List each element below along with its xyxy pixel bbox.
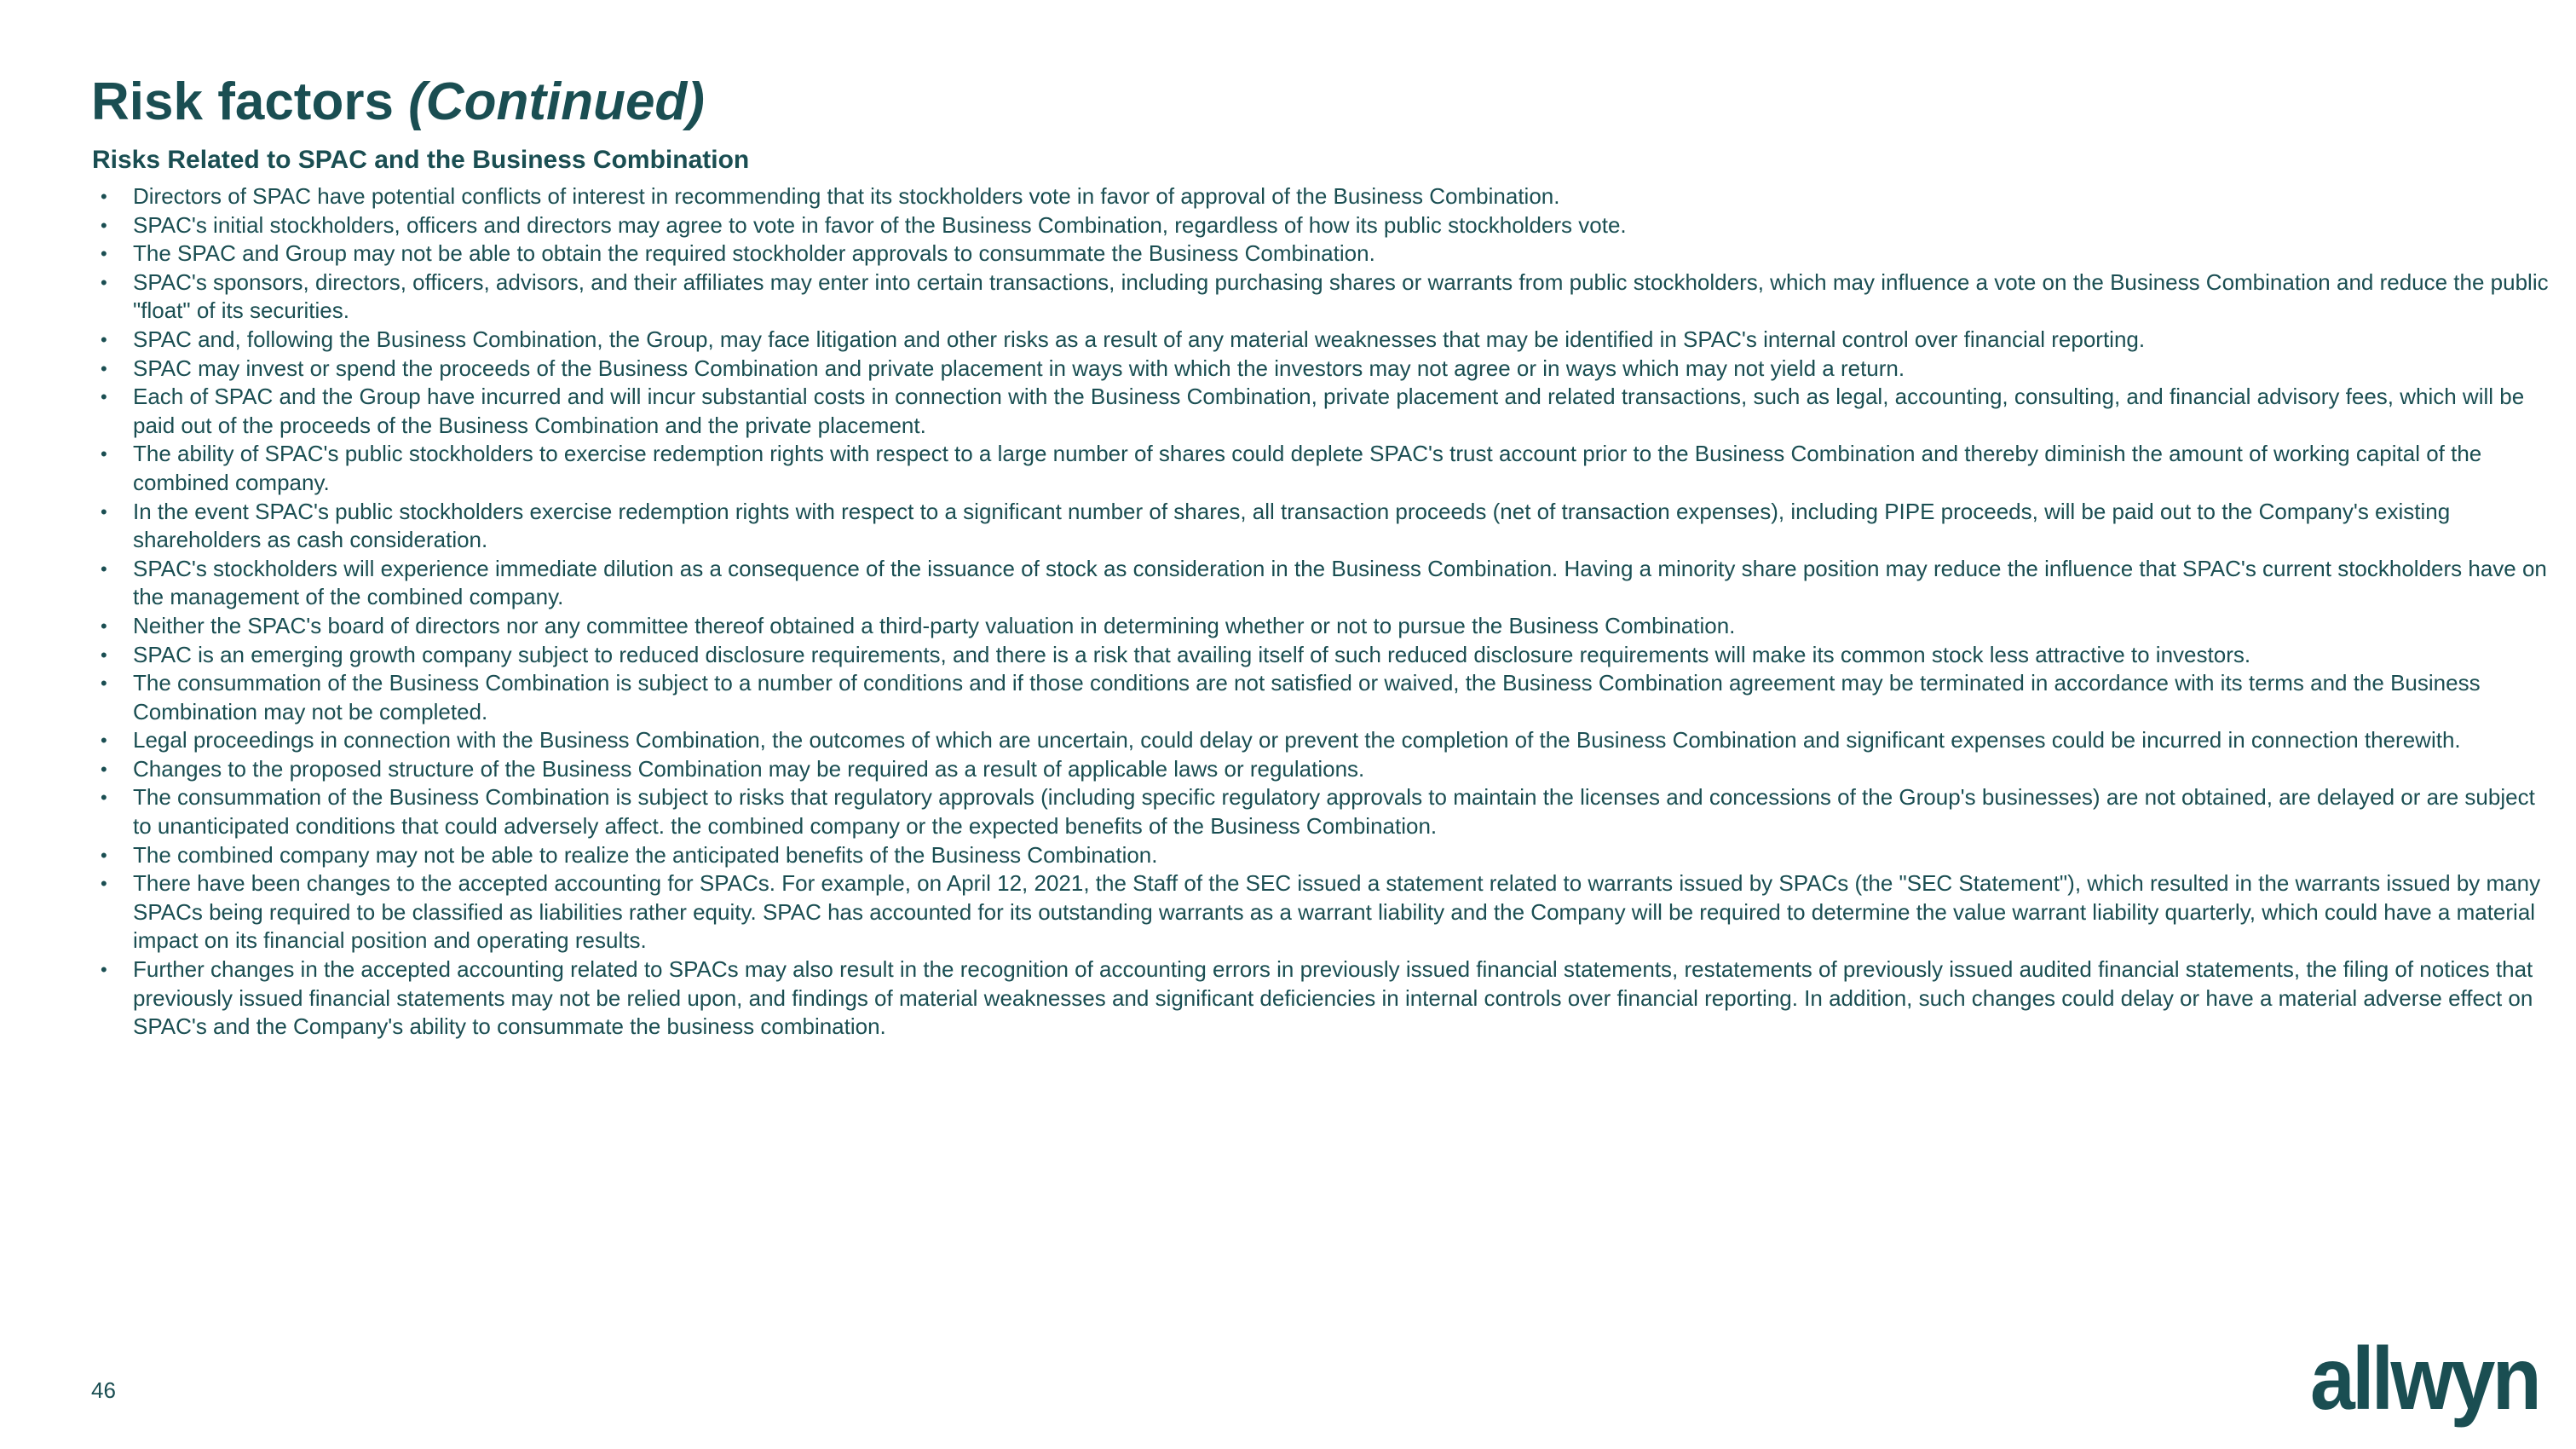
risk-text: Each of SPAC and the Group have incurred and will incur substantial costs in connection with the Business Combination, private placement and related transactions, such as legal, accounting, consulting, and financial advisory fees, which will be paid out of the proceeds of the Business Combination and the private placement.: [133, 384, 2525, 438]
bullet-icon: •: [101, 615, 107, 637]
risk-item: [92, 555, 2555, 612]
allwyn-logo: [2301, 1325, 2548, 1436]
risk-item: [92, 841, 2555, 870]
risk-text: Changes to the proposed structure of the Business Combination may be required as a result of applicable laws or regulations.: [133, 755, 1365, 782]
risk-item: [92, 182, 2555, 211]
risk-item: [92, 498, 2555, 555]
page-number: 46: [91, 1377, 116, 1403]
risk-text: The ability of SPAC's public stockholders to exercise redemption rights with respect to a large number of shares could deplete SPAC's trust account prior to the Business Combination and thereby diminish the amount of working capital of the combined company.: [133, 441, 2482, 495]
risk-text: Neither the SPAC's board of directors nor any committee thereof obtained a third-party valuation in determining whether or not to pursue the Business Combination.: [133, 612, 1736, 638]
section-heading: Risks Related to SPAC and the Business Combination: [92, 146, 750, 174]
risk-text: In the event SPAC's public stockholders exercise redemption rights with respect to a significant number of shares, all transaction proceeds (net of transaction expenses), including PIPE proceeds, will be paid out to the Company's existing shareholders as cash consideration.: [133, 498, 2451, 553]
risk-item: [92, 383, 2555, 440]
bullet-icon: •: [101, 328, 107, 350]
slide-title-continued: (Continued): [408, 72, 705, 131]
bullet-icon: •: [101, 644, 107, 666]
bullet-icon: •: [101, 386, 107, 408]
risk-item: [92, 669, 2555, 726]
risk-text: SPAC's sponsors, directors, officers, advisors, and their affiliates may enter into certain transactions, including purchasing shares or warrants from public stockholders, which may influence a vote on the Business Combination and reduce the public "float" of its securities.: [133, 268, 2549, 324]
risk-item: [92, 641, 2555, 670]
risk-item: [92, 726, 2555, 755]
bullet-icon: •: [101, 443, 107, 465]
risk-item: [92, 612, 2555, 641]
bullet-icon: •: [101, 357, 107, 379]
risk-item: [92, 783, 2555, 840]
risk-text: The combined company may not be able to realize the anticipated benefits of the Business Combination.: [133, 841, 1158, 868]
risk-text: The consummation of the Business Combination is subject to risks that regulatory approvals (including specific regulatory approvals to maintain the licenses and concessions of the Group's businesses) are not obtained, are delayed or are subject to unanticipated conditions that could adversely affect. the combined company or the expected benefits of the Business Combination.: [133, 784, 2535, 840]
risk-text: The consummation of the Business Combination is subject to a number of conditions and if those conditions are not satisfied or waived, the Business Combination agreement may be terminated in accordance with its terms and the Business Combination may not be completed.: [133, 670, 2481, 724]
bullet-icon: •: [101, 758, 107, 780]
slide-title: [91, 72, 705, 132]
risk-text: SPAC is an emerging growth company subject to reduced disclosure requirements, and there is a risk that availing itself of such reduced disclosure requirements will make its common stock less attractive to investors.: [133, 641, 2251, 667]
bullet-icon: •: [101, 186, 107, 207]
bullet-icon: •: [101, 557, 107, 580]
risk-text: Legal proceedings in connection with the Business Combination, the outcomes of which are uncertain, could delay or prevent the completion of the Business Combination and significant expenses could be incurred in connection therewith.: [133, 727, 2461, 753]
risk-text: SPAC's stockholders will experience immediate dilution as a consequence of the issuance of stock as consideration in the Business Combination. Having a minority share position may reduce the influence that SPAC's current stockholders have on the management of the combined company.: [133, 555, 2547, 610]
bullet-icon: •: [101, 730, 107, 752]
risk-item: [92, 268, 2555, 326]
risk-text: There have been changes to the accepted accounting for SPACs. For example, on April 12, 2021, the Staff of the SEC issued a statement related to warrants issued by SPACs (the "SEC Statement"), which resulted in the warrants issued by many SPACs being required to be classified as liabilities rather equity. SPAC has accounted for its outstanding warrants as a warrant liability and the Company will be required to determine the value warrant liability quarterly, which could have a material impact on its financial position and operating results.: [133, 870, 2541, 954]
risk-item: [92, 240, 2555, 268]
risk-text: The SPAC and Group may not be able to obtain the required stockholder approvals to consummate the Business Combination.: [133, 240, 1375, 267]
risk-item: [92, 355, 2555, 384]
bullet-icon: •: [101, 844, 107, 866]
bullet-icon: •: [101, 787, 107, 809]
risk-item: [92, 955, 2555, 1042]
bullet-icon: •: [101, 214, 107, 236]
bullet-icon: •: [101, 959, 107, 981]
bullet-icon: •: [101, 271, 107, 293]
bullet-icon: •: [101, 243, 107, 265]
risk-item: [92, 869, 2555, 955]
slide-title-main: Risk factors: [91, 72, 409, 131]
risk-text: SPAC may invest or spend the proceeds of the Business Combination and private placement in ways with which the investors may not agree or in ways which may not yield a return.: [133, 355, 1905, 381]
risk-item: [92, 211, 2555, 240]
risk-item: [92, 755, 2555, 784]
risk-item: [92, 440, 2555, 497]
bullet-icon: •: [101, 500, 107, 522]
risk-list: [92, 182, 2555, 1042]
risk-text: SPAC and, following the Business Combination, the Group, may face litigation and other risks as a result of any material weaknesses that may be identified in SPAC's internal control over financial reporting.: [133, 326, 2146, 352]
risk-text: Further changes in the accepted accounting related to SPACs may also result in the recognition of accounting errors in previously issued financial statements, restatements of previously issued audited financial statements, the filing of notices that previously issued financial statements may not be relied upon, and findings of material weaknesses and significant deficiencies in internal controls over financial reporting. In addition, such changes could delay or have a material adverse effect on SPAC's and the Company's ability to consummate the business combination.: [133, 956, 2533, 1040]
bullet-icon: •: [101, 673, 107, 695]
bullet-icon: •: [101, 873, 107, 895]
svg-text:allwyn: allwyn: [2310, 1330, 2539, 1429]
risk-text: SPAC's initial stockholders, officers and directors may agree to vote in favor of the Business Combination, regardless of how its public stockholders vote.: [133, 211, 1627, 238]
risk-item: [92, 326, 2555, 355]
risk-text: Directors of SPAC have potential conflicts of interest in recommending that its stockholders vote in favor of approval of the Business Combination.: [133, 183, 1560, 209]
